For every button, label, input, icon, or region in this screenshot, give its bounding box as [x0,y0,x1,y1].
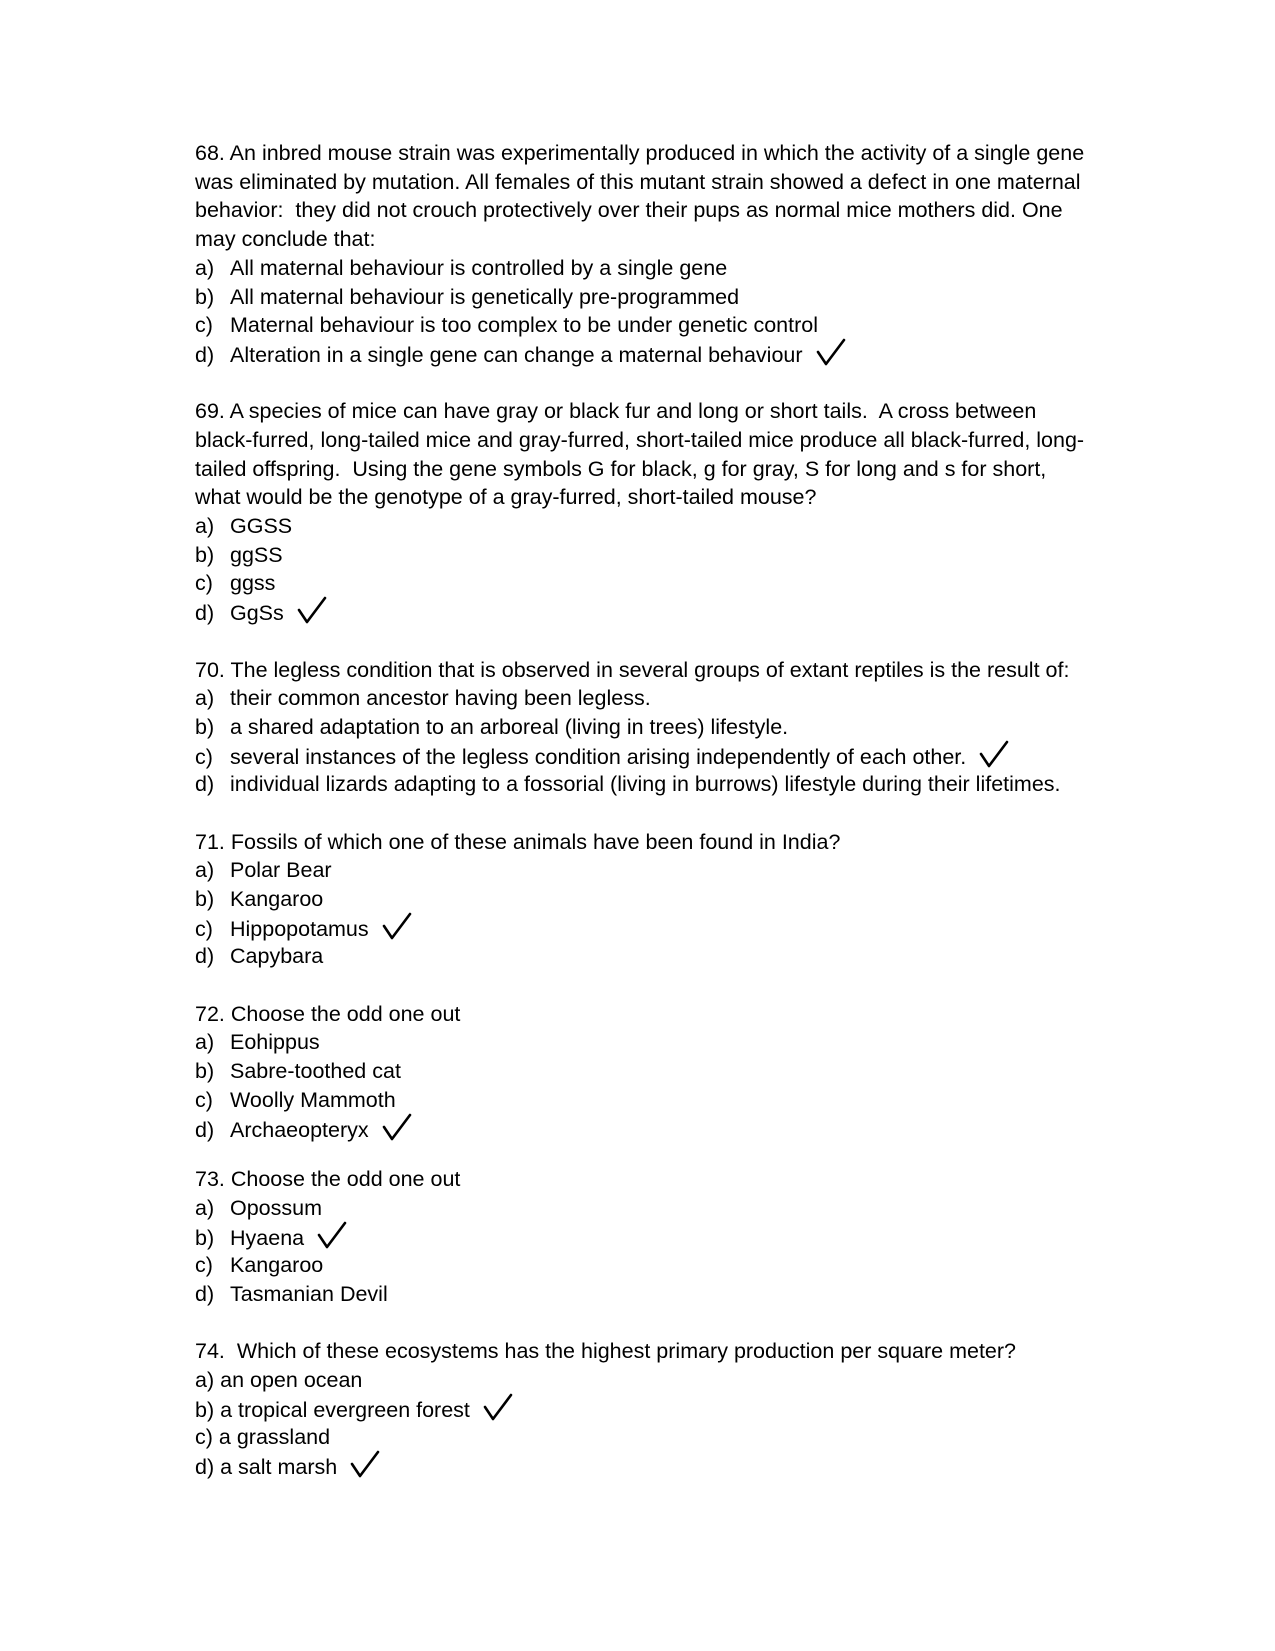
option-b [195,1395,1095,1424]
option-c [195,914,1095,943]
option-text: a shared adaptation to an arboreal (living in trees) lifestyle. [230,714,789,739]
option-text: Tasmanian Devil [230,1282,388,1306]
question-stem: 70. The legless condition that is observed in several groups of extant reptiles is the result of: [195,657,1070,682]
option-b [195,713,1095,742]
option-text: Sabre-toothed cat [230,1059,401,1084]
question-page [195,139,1095,1510]
checkmark-icon [482,1395,512,1425]
question-stem: 72. Choose the odd one out [195,1001,461,1026]
option-a [195,856,1095,885]
option-d [195,1280,1095,1309]
option-letter: c) [195,313,213,338]
option-letter: b) [195,1225,215,1250]
option-a [195,1366,1095,1395]
question-stem: 74. Which of these ecosystems has the highest primary production per square meter? [195,1339,1016,1364]
option-letter: c) [195,744,213,769]
option-d [195,1452,1095,1481]
question-stem: 68. An inbred mouse strain was experimentally produced in which the activity of a single gene was eliminated by mutation. All females of this mutant strain showed a defect in one maternal behavior: they did not crouch protectively over their pups as normal mice mothers did. One may conclude that: [195,141,1091,252]
question-stem: 69. A species of mice can have gray or black fur and long or short tails. A cross between black-furred, long-tailed mice and gray-furred, short-tailed mice produce all black-furred, long-tailed offspring. Using the gene symbols G for black, g for gray, S for long and s for short, what would be the genotype of a gray-furred, short-tailed mouse? [195,399,1085,510]
option-a [195,1028,1095,1057]
option-text: Archaeopteryx [230,1117,369,1142]
option-b [195,541,1095,570]
option-list [195,1194,1095,1309]
option-letter: d) [195,342,215,367]
option-letter: c) [195,571,213,596]
option-letter: a) [195,514,215,539]
checkmark-icon [381,1115,411,1145]
option-text: Woolly Mammoth [230,1087,396,1112]
option-letter: b) [195,284,215,309]
option-text: Hippopotamus [230,916,369,941]
question-70 [195,656,1095,799]
checkmark-icon [815,340,845,370]
option-letter: c) [195,1253,213,1278]
option-text: Hyaena [230,1225,305,1250]
checkmark-icon [978,742,1008,772]
question-73 [195,1165,1095,1308]
option-text: Capybara [230,944,324,969]
option-d [195,598,1095,627]
question-72 [195,1000,1095,1143]
option-letter: c) [195,1425,213,1450]
option-text: All maternal behaviour is controlled by a single gene [230,255,728,280]
option-letter: a) [195,858,215,883]
option-c [195,742,1095,771]
option-c [195,1251,1095,1280]
option-letter: c) [195,916,213,941]
option-text: GGSS [230,514,293,539]
option-b [195,1057,1095,1086]
question-74 [195,1337,1095,1480]
option-letter: d) [195,1282,215,1306]
option-letter: b) [195,542,215,567]
option-text: Polar Bear [230,858,332,883]
option-text: individual lizards adapting to a fossorial (living in burrows) lifestyle during their lifetimes. [230,772,1061,797]
question-stem: 71. Fossils of which one of these animals have been found in India? [195,829,841,854]
option-c [195,1423,1095,1452]
option-d [195,942,1095,971]
option-text: Maternal behaviour is too complex to be under genetic control [230,313,819,338]
checkmark-icon [296,598,326,628]
option-letter: d) [195,601,215,626]
option-letter: b) [195,887,215,912]
option-letter: a) [195,1195,215,1220]
option-text: an open ocean [220,1368,363,1393]
option-text: Kangaroo [230,1253,324,1278]
option-d [195,770,1095,799]
option-letter: d) [195,944,215,969]
option-letter: a) [195,1368,215,1393]
checkmark-icon [349,1452,379,1482]
option-list [195,1028,1095,1143]
option-text: ggSS [230,542,283,567]
option-c [195,311,1095,340]
option-b [195,283,1095,312]
question-69 [195,397,1095,627]
checkmark-icon [381,914,411,944]
option-letter: b) [195,714,215,739]
option-letter: a) [195,686,215,711]
option-c [195,569,1095,598]
option-text: a salt marsh [220,1455,338,1480]
option-text: GgSs [230,601,284,626]
option-d [195,1115,1095,1144]
question-stem: 73. Choose the odd one out [195,1167,461,1192]
option-text: a tropical evergreen forest [220,1397,470,1422]
option-a [195,254,1095,283]
option-text: Kangaroo [230,887,324,912]
option-letter: a) [195,255,215,280]
option-list [195,512,1095,627]
option-text: ggss [230,571,276,596]
option-text: several instances of the legless condition arising independently of each other. [230,744,967,769]
question-71 [195,828,1095,971]
option-letter: d) [195,1117,215,1142]
option-letter: d) [195,1455,215,1480]
option-letter: c) [195,1087,213,1112]
option-b [195,885,1095,914]
option-text: All maternal behaviour is genetically pre-programmed [230,284,740,309]
option-letter: b) [195,1397,215,1422]
option-text: Eohippus [230,1030,320,1055]
option-d [195,340,1095,369]
checkmark-icon [316,1223,346,1253]
option-text: a grassland [218,1425,331,1450]
option-list [195,684,1095,799]
option-a [195,512,1095,541]
option-letter: d) [195,772,215,797]
option-text: Alteration in a single gene can change a maternal behaviour [230,342,803,367]
option-list [195,856,1095,971]
question-68 [195,139,1095,369]
option-a [195,684,1095,713]
option-letter: b) [195,1059,215,1084]
option-c [195,1086,1095,1115]
option-list [195,1366,1095,1481]
option-text: their common ancestor having been legless. [230,686,651,711]
option-list [195,254,1095,369]
option-letter: a) [195,1030,215,1055]
option-text: Opossum [230,1195,323,1220]
option-b [195,1223,1095,1252]
